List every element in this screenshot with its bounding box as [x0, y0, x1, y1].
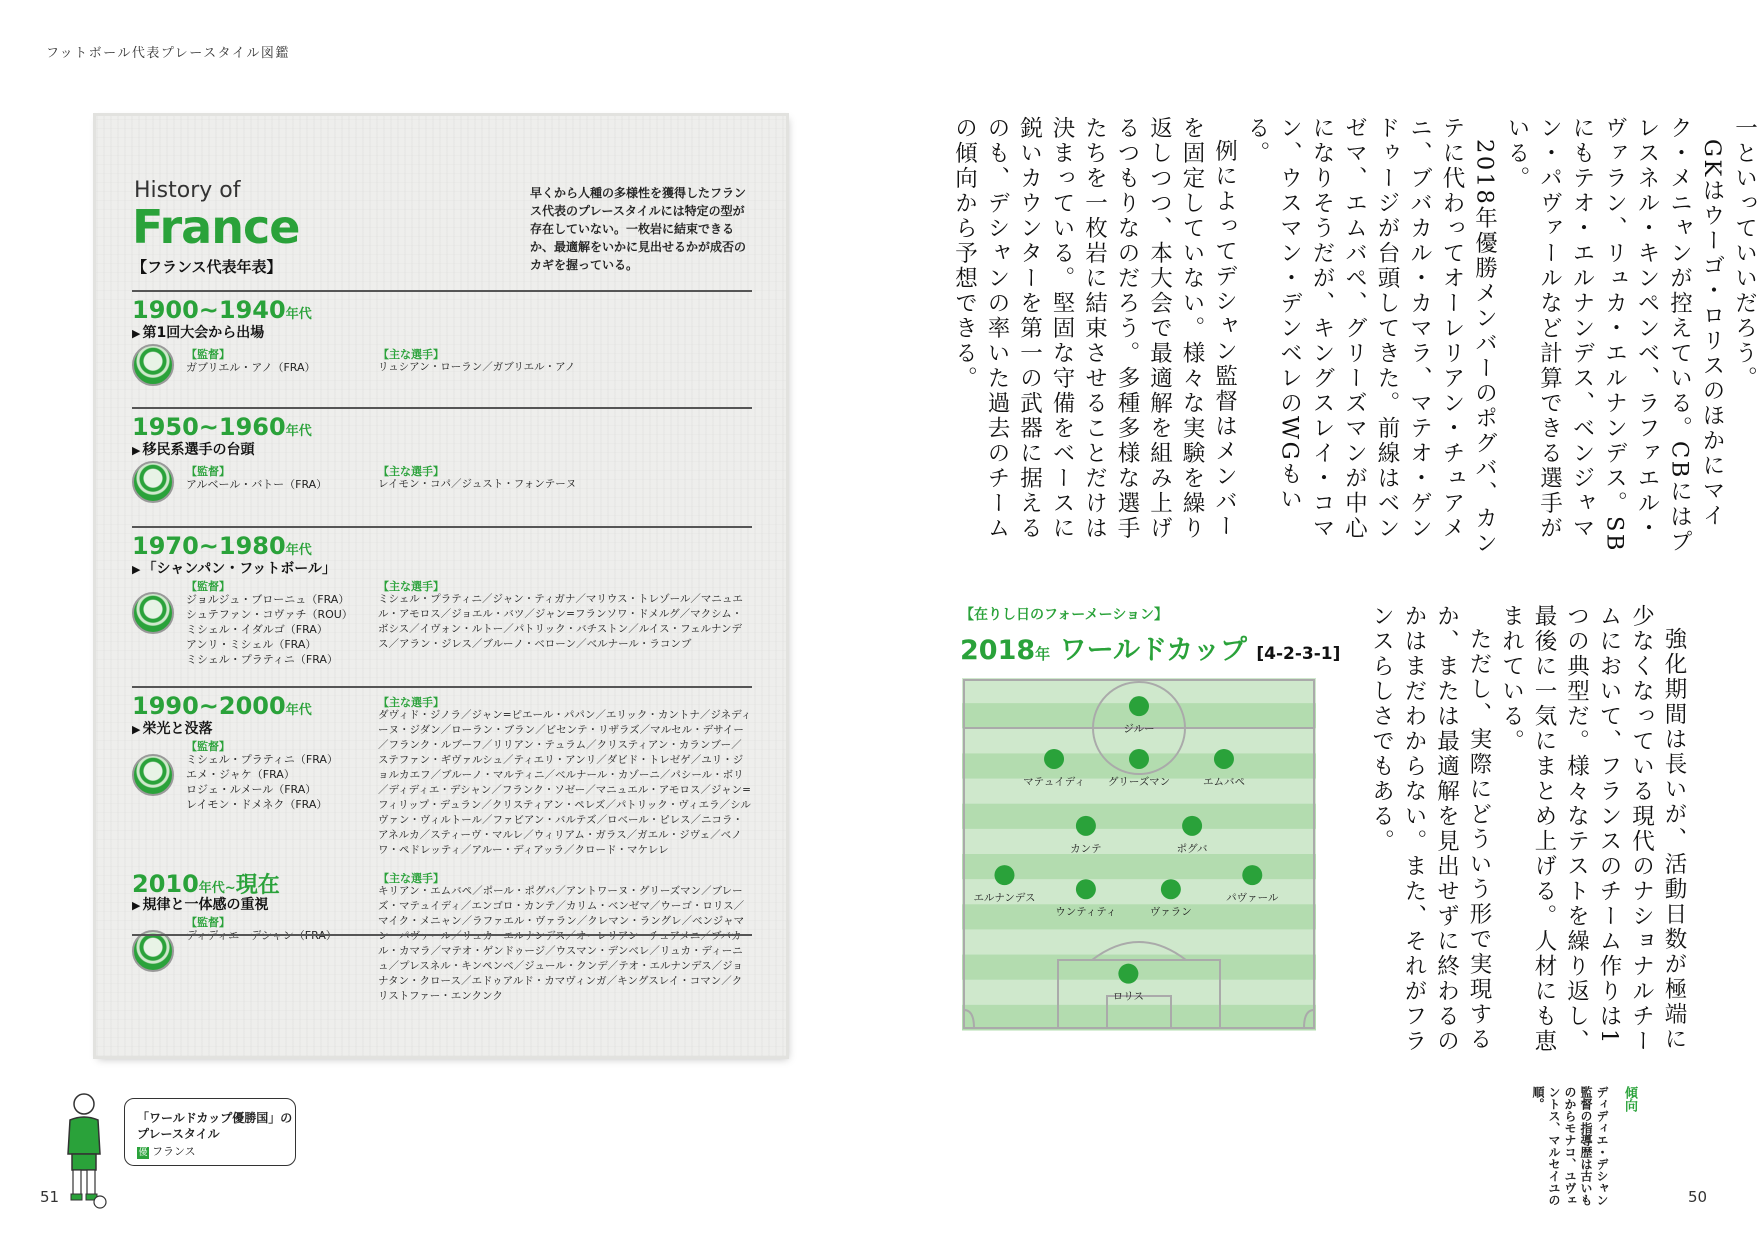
era-title: ▶ 移民系選手の台頭: [132, 439, 254, 459]
pitch-stripe: [962, 955, 1316, 981]
era-years: 1970~1980: [132, 532, 286, 560]
history-subtitle: 【フランス代表年表】: [132, 258, 282, 276]
body-paragraph: 強化期間は長いが、活動日数が極端に少なくなっている現代のナショナルチームにおいて、フランスのチーム作りは1つの典型だ。様々なテストを繰り返し、最後に一気にまとめ上げる。人材にも恵まれている。: [1498, 604, 1687, 1054]
era-suffix: 年代: [285, 424, 312, 439]
era-suffix: 年代: [285, 307, 312, 322]
player-marker: [1182, 816, 1202, 836]
body-paragraph: 例によってデシャン監督はメンバーを固定していない。様々な実験を繰り返しつつ、本大会で最適解を組み上げるつもりなのだろう。多種多様な選手たちを一枚岩に結束させることだけは決まっている。堅固な守備をベースに鋭いカウンターを第一の武器に据えるのも、デシャンの率いた過去のチームの傾向から予想できる。: [951, 116, 1238, 541]
pitch-stripe: [962, 829, 1316, 855]
era-title: ▶ 栄光と没落: [132, 718, 212, 738]
player-name: パヴァール: [1226, 892, 1279, 905]
era-title: ▶ 第1回大会から出場: [132, 322, 264, 342]
player-marker: [1118, 964, 1138, 984]
pitch-stripe: [962, 854, 1316, 880]
players-list: レイモン・コパ／ジュスト・フォンテーヌ: [378, 478, 577, 490]
running-header: フットボール代表プレースタイル図鑑: [46, 46, 290, 61]
pitch-stripe: [962, 804, 1316, 830]
player-name: ウンティティ: [1055, 906, 1117, 919]
player-name: グリーズマン: [1107, 775, 1171, 788]
coach-avatar-icon: [132, 461, 174, 503]
players-label: 【主な選手】: [378, 348, 444, 361]
formation-title: [960, 628, 1340, 667]
player-marker: [1044, 749, 1064, 769]
coach-list: ディディエ・デシャン（FRA）: [186, 929, 337, 942]
era-title: ▶ 規律と一体感の重視: [132, 894, 268, 914]
era-suffix: 年代: [285, 543, 312, 558]
formation-label: 【在りし日のフォーメーション】: [960, 607, 1169, 623]
era-suffix: 年代: [285, 703, 312, 718]
player-marker: [1129, 749, 1149, 769]
player-marker: [994, 865, 1014, 885]
body-paragraph: GKはウーゴ・ロリスのほかにマイク・メニャンが控えている。CBにはプレスネル・キンペンベ、ラファエル・ヴァラン、リュカ・エルナンデス。SBにもテオ・エルナンデス、ベンジャマン・パヴァールなど計算できる選手がいる。: [1504, 116, 1725, 555]
players-list: ミシェル・プラティニ／ジャン・ティガナ／マリウス・トレゾール／マニュエル・アモロス／ジョエル・バツ／ジャン=フランソワ・ドメルグ／マクシム・ボシス／イヴォン・ルトー／パトリック・バチストン／ルイス・フェルナンデス／アラン・ジレス／ブルーノ・ベローン／ベルナール・ラコンブ: [378, 593, 743, 650]
player-name: ヴァラン: [1149, 906, 1192, 919]
pitch-stripe: [962, 904, 1316, 930]
coach-label: 【監督】: [186, 916, 230, 929]
side-note-text: ディディエ・デシャン監督の指導歴は古いものからモナコ、ユヴェントス、マルセイユの順。: [1531, 1086, 1609, 1206]
player-marker: [1161, 879, 1181, 899]
era-years: 1990~2000: [132, 692, 286, 720]
players-label: 【主な選手】: [378, 696, 444, 709]
player-name: マテュイディ: [1023, 775, 1085, 788]
coach-avatar-icon: [132, 754, 174, 796]
player-marker: [1076, 816, 1096, 836]
bubble-line-3: [137, 1143, 196, 1159]
era-section-1970: [132, 526, 752, 686]
page-number-left: 51: [40, 1188, 60, 1206]
panel-bottom-rule: [132, 934, 752, 936]
formation-shape: [4-2-3-1]: [1256, 644, 1341, 664]
side-note-label: 傾向: [1622, 1086, 1637, 1112]
player-name: カンテ: [1070, 842, 1102, 855]
coach-label: 【監督】: [186, 465, 230, 478]
formation-pitch: [962, 678, 1316, 1030]
player-marker: [1076, 879, 1096, 899]
formation-competition: ワールドカップ: [1059, 635, 1247, 666]
bubble-line-1: 「ワールドカップ優勝国」の: [137, 1111, 293, 1125]
era-section-2010: [132, 862, 752, 1002]
coach-avatar-icon: [132, 344, 174, 386]
coach-label: 【監督】: [186, 580, 230, 593]
era-section-1950: [132, 407, 752, 525]
history-panel: [96, 116, 786, 1056]
coach-list: アルベール・バトー（FRA）: [186, 478, 328, 491]
players-label: 【主な選手】: [378, 580, 444, 593]
era-years: 1950~1960: [132, 413, 286, 441]
coach-list: ミシェル・プラティニ（FRA） エメ・ジャケ（FRA） ロジェ・ルメール（FRA） レイモン・ドメネク（FRA）: [186, 753, 338, 811]
era-suffix: 年代~: [198, 881, 236, 896]
formation-year: 2018: [960, 635, 1036, 666]
players-list: リュシアン・ローラン／ガブリエル・アノ: [378, 361, 576, 373]
body-text-upper: [948, 116, 1761, 560]
era-section-1990: [132, 686, 752, 878]
coach-label: 【監督】: [186, 740, 230, 753]
coach-avatar-icon: [132, 592, 174, 634]
player-name: ポグバ: [1176, 842, 1208, 855]
era-section-1900: [132, 290, 752, 408]
coach-list: ジョルジュ・ブローニュ（FRA） シュテファン・コヴァチ（ROU） ミシェル・イダルゴ（FRA） アンリ・ミシェル（FRA） ミシェル・プラティニ（FRA）: [186, 593, 353, 666]
bubble-line-2: プレースタイル: [137, 1127, 220, 1141]
player-name: エルナンデス: [973, 892, 1036, 905]
pitch-stripe: [962, 1005, 1316, 1031]
mascot-player-icon: [62, 1090, 106, 1210]
coach-list: ガブリエル・アノ（FRA）: [186, 361, 316, 374]
era-title: ▶ 「シャンパン・フットボール」: [132, 558, 336, 578]
players-label: 【主な選手】: [378, 872, 444, 885]
body-paragraph: 一といっていいだろう。: [1731, 116, 1758, 391]
era-years: 2010: [132, 870, 199, 898]
body-paragraph: 2018年優勝メンバーのポグバ、カンテに代わってオーレリアン・チュアメニ、ブバカル・カマラ、マテオ・ゲンドゥージが台頭してきた。前線はベンゼマ、エムバペ、グリーズマンが中心になりそうだが、キングスレイ・コマン、ウスマン・デンベレのWGもいる。: [1244, 116, 1498, 556]
coach-avatar-icon: [132, 930, 174, 972]
body-paragraph: ただし、実際にどういう形で実現するか、または最適解を見出せずに終わるのかはまだわからない。また、それがフランスらしさでもある。: [1368, 604, 1492, 1054]
history-intro: 早くから人種の多様性を獲得したフランス代表のプレースタイルには特定の型が存在していない。一枚岩に結束できるか、最適解をいかに見出せるかが成否のカギを握っている。: [530, 186, 747, 272]
history-title-country: France: [132, 200, 300, 254]
player-marker: [1129, 696, 1149, 716]
player-name: ロリス: [1112, 990, 1145, 1003]
era-years: 1900~1940: [132, 296, 286, 324]
player-name: エムバペ: [1202, 775, 1245, 788]
speech-bubble: [124, 1098, 296, 1166]
era-now: 現在: [235, 873, 280, 898]
players-list: ダヴィド・ジノラ／ジャン=ピエール・パパン／エリック・カントナ／ジネディーヌ・ジダン／ローラン・ブラン／ビセンテ・リザラズ／マルセル・デサイー／フランク・ルブーフ／リリアン・テュラム／クリスティアン・カランブー／ステファン・ギヴァルシュ／ティエリ・アンリ／ダビド・トレゼゲ／ユリ・ジョルカエフ／ブルーノ・マルティニ／ベルナール・カゾーニ／パシール・ボリ／ディディエ・デシャン／フランク・ソゼー／マニュエル・アモロス／ジャン=フィリップ・デュラン／クリスティアン・ペレズ／パトリック・ヴィエラ／シルヴァン・ヴィルトール／ファビアン・バルテズ／ロベール・ピレス／ニコラ・アネルカ／スティーヴ・マルレ／ウィリアム・ガラス／ガエル・ジヴェ／ベノワ・ペドレッティ／アルー・ディアッラ／クロード・マケレレ: [378, 709, 752, 856]
coach-label: 【監督】: [186, 348, 230, 361]
history-title-small: History of: [134, 178, 241, 203]
player-marker: [1242, 865, 1262, 885]
formation-year-suffix: 年: [1035, 645, 1051, 663]
body-text-lower: [1365, 604, 1690, 1054]
bubble-country: フランス: [152, 1145, 196, 1158]
player-name: ジルー: [1123, 723, 1155, 736]
badge-icon: 優: [138, 1148, 148, 1158]
players-label: 【主な選手】: [378, 465, 444, 478]
player-marker: [1214, 749, 1234, 769]
players-list: キリアン・エムバペ／ポール・ポグバ／アントワーヌ・グリーズマン／ブレーズ・マテュイディ／エンゴロ・カンテ／カリム・ベンゼマ／ウーゴ・ロリス／マイク・メニャン／ラファエル・ヴァラン／クレマン・ラングレ／ベンジャマン・パヴァール／リュカ・エルナンデス／オーレリアン・チュアメニ／ブバカル・カマラ／マテオ・ゲンドゥージ／ウスマン・デンベレ／リュカ・ディーニュ／プレスネル・キンペンベ／ジュール・クンデ／テオ・エルナンデス／ジョナタン・クロース／エドゥアルド・カマヴィンガ／キングスレイ・コマン／クリストファー・エンクンク: [378, 885, 745, 1002]
page-number-right: 50: [1688, 1188, 1708, 1206]
